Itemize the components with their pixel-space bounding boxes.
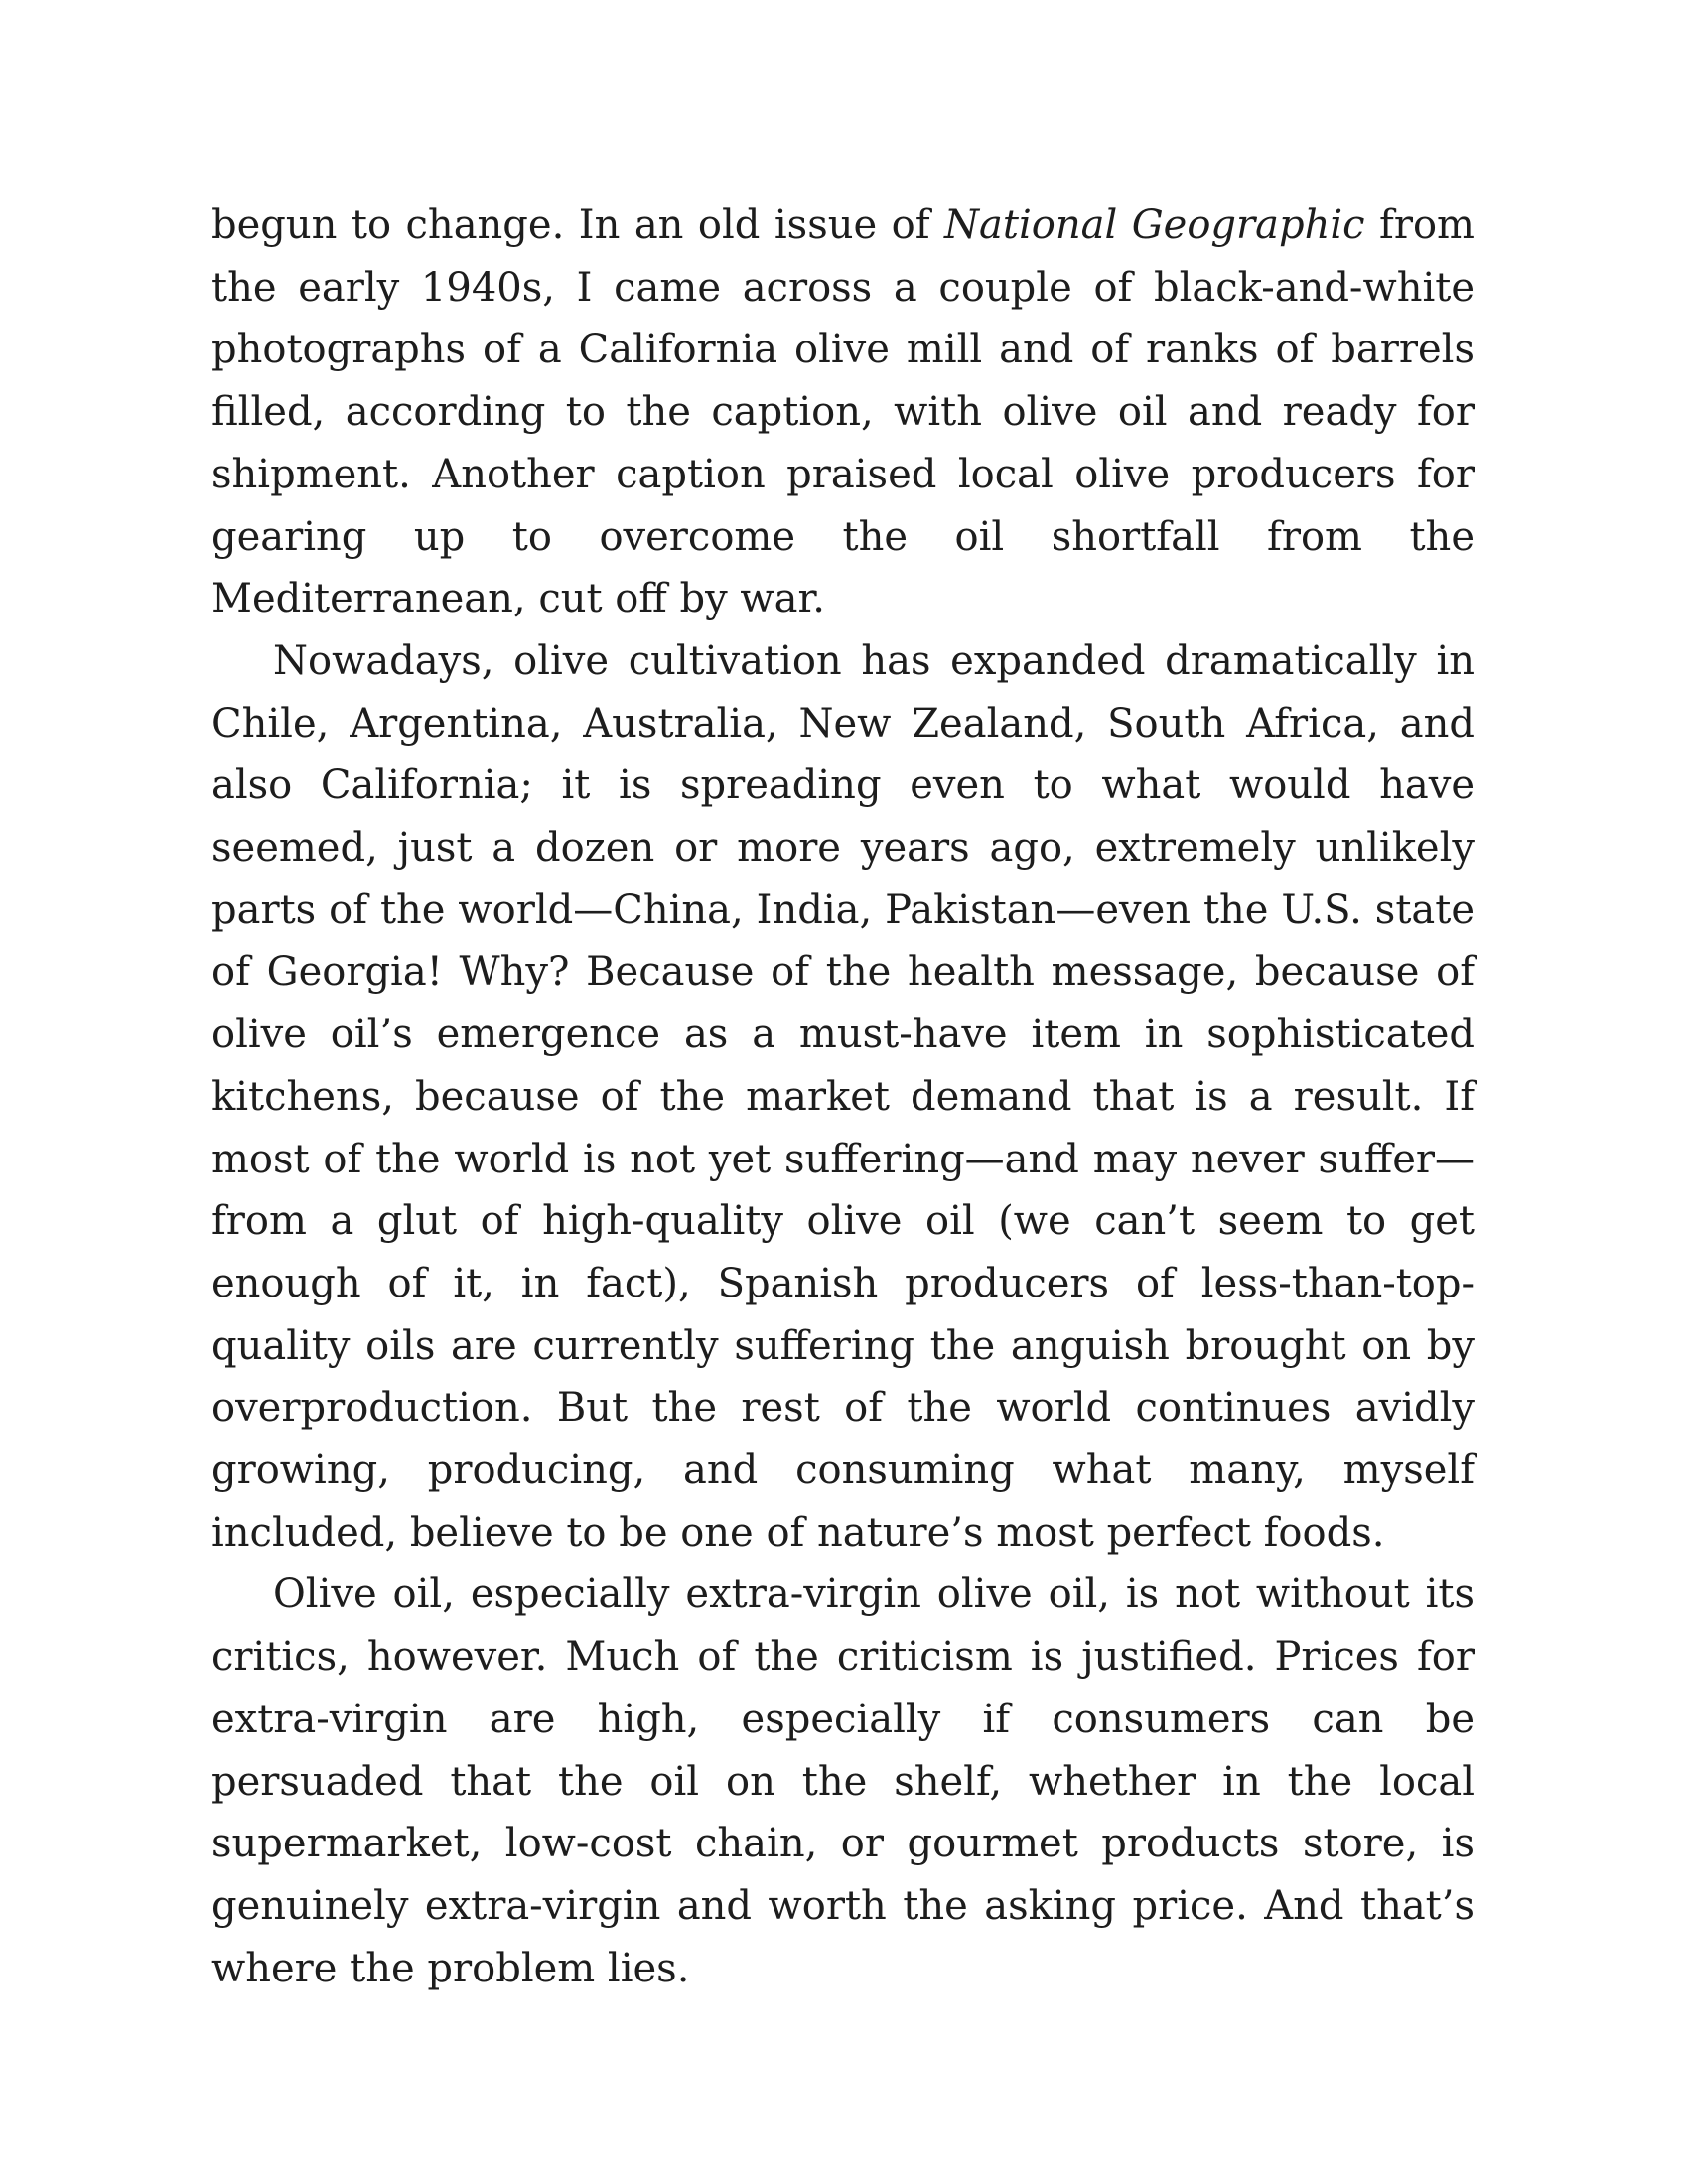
paragraph-1-text-end: from the early 1940s, I came across a couple of black-and-white photographs of a California olive mill and of ranks of barrels filled, according to the caption, with olive oil and ready for shipment. Another caption praised local olive producers for gearing up to overcome the oil shortfall from the Mediterranean, cut off by war. xyxy=(211,203,1475,622)
publication-title: National Geographic xyxy=(944,203,1365,248)
page-body xyxy=(211,195,1475,1999)
paragraph-1 xyxy=(211,195,1475,630)
paragraph-2: Nowadays, olive cultivation has expanded dramatically in Chile, Argentina, Australia, New Zealand, South Africa, and also California; it is spreading even to what would have seemed, just a dozen or more years ago, extremely unlikely parts of the world—China, India, Pakistan—even the U.S. state of Georgia! Why? Because of the health message, because of olive oil’s emergence as a must-have item in sophisticated kitchens, because of the market demand that is a result. If most of the world is not yet suffering—and may never suffer—from a glut of high-quality olive oil (we can’t seem to get enough of it, in fact), Spanish producers of less-than-top-quality oils are currently suffering the anguish brought on by overproduction. But the rest of the world continues avidly growing, producing, and consuming what many, myself included, believe to be one of nature’s most perfect foods. xyxy=(211,637,1475,1556)
paragraph-1-text-start: begun to change. In an old issue of xyxy=(211,203,945,248)
paragraph-3: Olive oil, especially extra-virgin olive oil, is not without its critics, however. Much of the criticism is justified. Prices for extra-virgin are high, especially if consumers can be persuaded that the oil on the shelf, whether in the local supermarket, low-cost chain, or gourmet products store, is genuinely extra-virgin and worth the asking price. And that’s where the problem lies. xyxy=(211,1571,1475,1991)
